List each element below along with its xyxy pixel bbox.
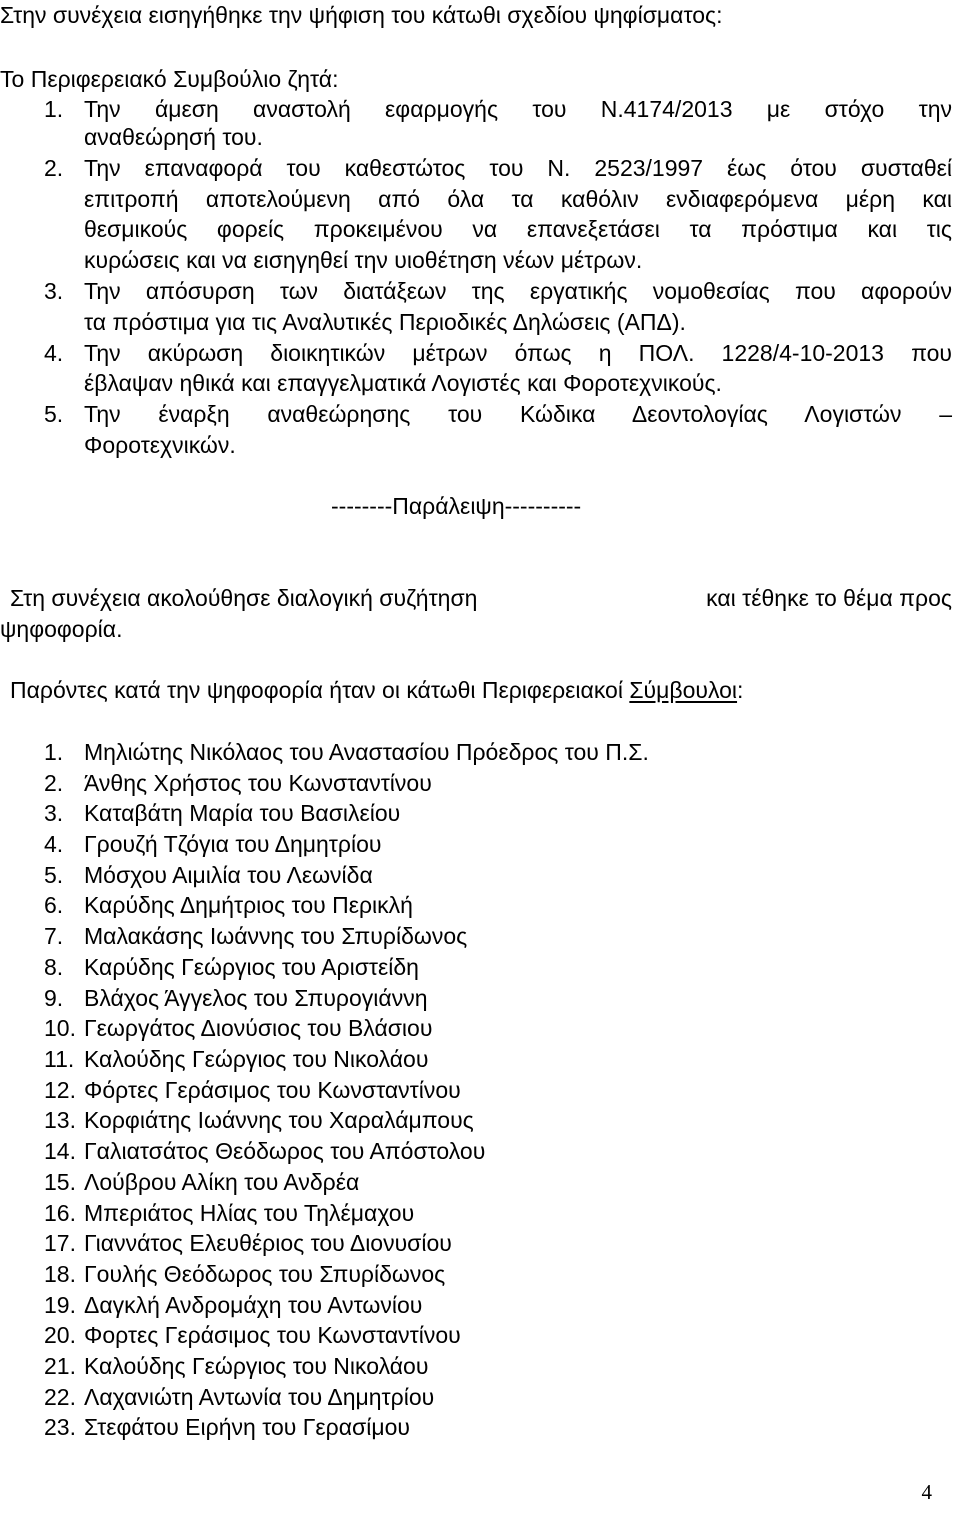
demand-line: Την επαναφορά του καθεστώτος του Ν. 2523/1997 έως ότου συσταθεί: [84, 155, 952, 181]
member-name: Γαλιατσάτος Θεόδωρος του Απόστολου: [84, 1138, 486, 1164]
member-number: 21.: [44, 1353, 76, 1379]
member-number: 1.: [44, 739, 64, 765]
discussion-text-end: ψηφοφορία.: [0, 616, 123, 642]
demand-number: 3.: [44, 278, 64, 304]
member-name: Γεωργάτος Διονύσιος του Βλάσιου: [84, 1015, 433, 1041]
demand-line: έβλαψαν ηθικά και επαγγελματικά Λογιστές και Φοροτεχνικούς.: [84, 370, 722, 396]
member-name: Μηλιώτης Νικόλαος του Αναστασίου Πρόεδρος του Π.Σ.: [84, 739, 649, 765]
page-number: 4: [921, 1480, 932, 1504]
member-number: 18.: [44, 1261, 76, 1287]
member-number: 6.: [44, 892, 64, 918]
member-name: Καλούδης Γεώργιος του Νικολάου: [84, 1046, 429, 1072]
member-number: 14.: [44, 1138, 76, 1164]
member-name: Φόρτες Γεράσιμος του Κωνσταντίνου: [84, 1077, 461, 1103]
member-name: Μόσχου Αιμιλία του Λεωνίδα: [84, 862, 373, 888]
member-number: 12.: [44, 1077, 76, 1103]
member-name: Άνθης Χρήστος του Κωνσταντίνου: [84, 770, 432, 796]
demand-line: επιτροπή αποτελούμενη από όλα τα καθόλιν ενδιαφερόμενα μέρη και: [84, 186, 952, 212]
demand-line: Την άμεση αναστολή εφαρμογής του Ν.4174/2013 με στόχο την: [84, 96, 952, 122]
member-number: 10.: [44, 1015, 76, 1041]
member-number: 13.: [44, 1107, 76, 1133]
member-number: 17.: [44, 1230, 76, 1256]
member-name: Δαγκλή Ανδρομάχη του Αντωνίου: [84, 1292, 423, 1318]
member-name: Καρύδης Γεώργιος του Αριστείδη: [84, 954, 419, 980]
demand-line: Την έναρξη αναθεώρησης του Κώδικα Δεοντολογίας Λογιστών –: [84, 401, 952, 427]
member-number: 5.: [44, 862, 64, 888]
member-name: Λούβρου Αλίκη του Ανδρέα: [84, 1169, 360, 1195]
member-name: Βλάχος Άγγελος του Σπυρογιάννη: [84, 985, 428, 1011]
member-number: 4.: [44, 831, 64, 857]
member-name: Καρύδης Δημήτριος του Περικλή: [84, 892, 413, 918]
member-name: Γιαννάτος Ελευθέριος του Διονυσίου: [84, 1230, 452, 1256]
member-number: 11.: [44, 1046, 75, 1072]
member-number: 7.: [44, 923, 64, 949]
member-number: 2.: [44, 770, 64, 796]
member-number: 3.: [44, 800, 64, 826]
member-name: Καταβάτη Μαρία του Βασιλείου: [84, 800, 401, 826]
demand-number: 5.: [44, 401, 64, 427]
demand-line: Φοροτεχνικών.: [84, 432, 236, 458]
member-name: Κορφιάτης Ιωάννης του Χαραλάμπους: [84, 1107, 474, 1133]
demand-line: τα πρόστιμα για τις Αναλυτικές Περιοδικές Δηλώσεις (ΑΠΔ).: [84, 309, 686, 335]
demand-line: κυρώσεις και να εισηγηθεί την υιοθέτηση νέων μέτρων.: [84, 247, 643, 273]
member-number: 23.: [44, 1414, 76, 1440]
demand-line: αναθεώρησή του.: [84, 124, 263, 150]
member-name: Μπεριάτος Ηλίας του Τηλέμαχου: [84, 1200, 415, 1226]
demand-line: Την απόσυρση των διατάξεων της εργατικής νομοθεσίας που αφορούν: [84, 278, 952, 304]
member-number: 9.: [44, 985, 64, 1011]
member-name: Γρουζή Τζόγια του Δημητρίου: [84, 831, 382, 857]
omission-marker: --------Παράλειψη----------: [331, 493, 582, 519]
intro-text: Στην συνέχεια εισηγήθηκε την ψήφιση του κάτωθι σχεδίου ψηφίσματος:: [0, 2, 723, 28]
member-number: 22.: [44, 1384, 76, 1410]
member-name: Στεφάτου Ειρήνη του Γερασίμου: [84, 1414, 410, 1440]
demand-line: Την ακύρωση διοικητικών μέτρων όπως η ΠΟΛ. 1228/4-10-2013 που: [84, 340, 952, 366]
demand-number: 2.: [44, 155, 64, 181]
member-name: Μαλακάσης Ιωάννης του Σπυρίδωνος: [84, 923, 468, 949]
member-number: 15.: [44, 1169, 76, 1195]
demand-line: θεσμικούς φορείς προκειμένου να επανεξετάσει τα πρόστιμα και τις: [84, 216, 952, 242]
member-number: 20.: [44, 1322, 76, 1348]
member-number: 16.: [44, 1200, 76, 1226]
member-number: 19.: [44, 1292, 76, 1318]
demand-number: 4.: [44, 340, 64, 366]
member-name: Γουλής Θεόδωρος του Σπυρίδωνος: [84, 1261, 446, 1287]
member-name: Καλούδης Γεώργιος του Νικολάου: [84, 1353, 429, 1379]
discussion-text-left: Στη συνέχεια ακολούθησε διαλογική συζήτηση: [10, 585, 478, 611]
discussion-text-right: και τέθηκε το θέμα προς: [706, 585, 952, 611]
council-requests-text: Το Περιφερειακό Συμβούλιο ζητά:: [0, 66, 339, 92]
member-name: Φορτες Γεράσιμος του Κωνσταντίνου: [84, 1322, 461, 1348]
present-members-heading: Παρόντες κατά την ψηφοφορία ήταν οι κάτωθι Περιφερειακοί Σύμβουλοι:: [10, 677, 744, 703]
demand-number: 1.: [44, 96, 64, 122]
member-name: Λαχανιώτη Αντωνία του Δημητρίου: [84, 1384, 435, 1410]
member-number: 8.: [44, 954, 64, 980]
